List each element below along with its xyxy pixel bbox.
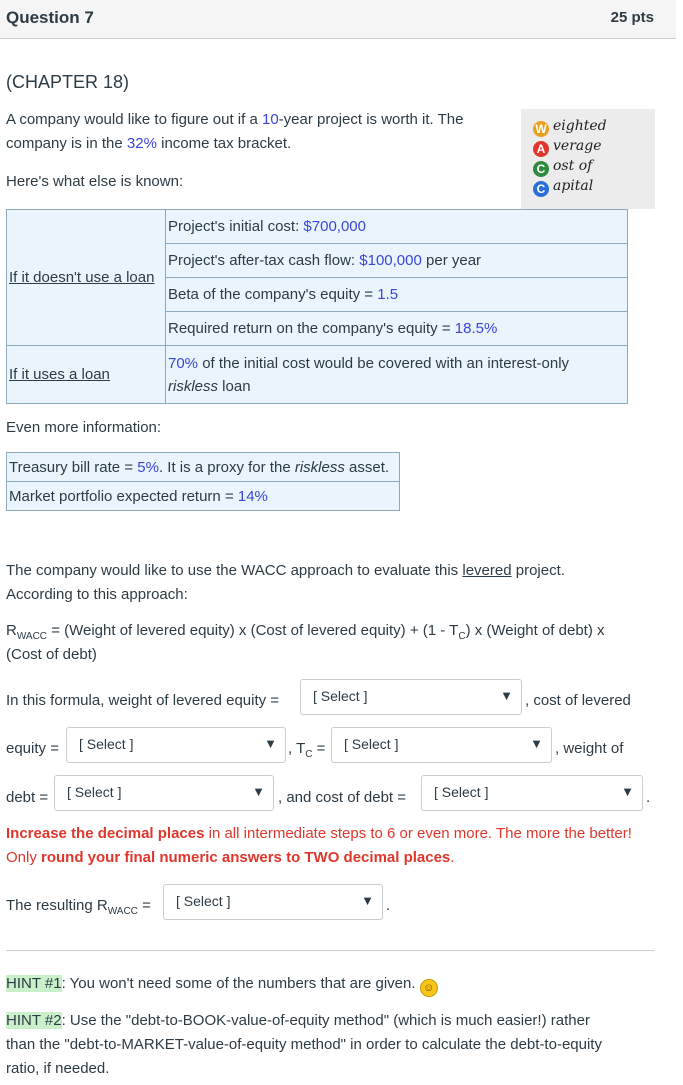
intro-line-1: A company would like to figure out if a 10-year project is worth it. The [6, 111, 464, 128]
initial-cost-cell: Project's initial cost: $700,000 [166, 210, 628, 244]
loan-label: If it uses a loan [7, 346, 166, 404]
c-circle-icon: C [533, 161, 549, 177]
question-title: Question 7 [6, 8, 94, 27]
approach-line-1: The company would like to use the WACC approach to evaluate this levered project. [6, 562, 565, 579]
a-circle-icon: A [533, 141, 549, 157]
fill-line-3-label: debt = [6, 789, 49, 806]
instruction-line-2: Only round your final numeric answers to TWO decimal places. [6, 849, 455, 866]
required-return-cell: Required return on the company's equity = 18.5% [166, 312, 628, 346]
period: . [646, 789, 651, 806]
separator [6, 950, 654, 951]
fill-line-2-suffix: , weight of [555, 740, 624, 757]
fill-line-1-label: In this formula, weight of levered equity = [6, 692, 280, 709]
intro-line-2: company is in the 32% income tax bracket. [6, 135, 292, 152]
cost-debt-select[interactable]: [ Select ] ▼ [421, 775, 643, 811]
chevron-down-icon: ▼ [500, 688, 513, 703]
no-loan-label: If it doesn't use a loan [7, 210, 166, 346]
weight-debt-select[interactable]: [ Select ] ▼ [54, 775, 274, 811]
hint-2-line-1: HINT #2: Use the "debt-to-BOOK-value-of-equity method" (which is much easier!) rather [6, 1012, 590, 1029]
tbill-cell: Treasury bill rate = 5%. It is a proxy for the riskless asset. [7, 453, 400, 482]
result-label: The resulting $R_{WACC}$ = [6, 897, 151, 917]
tax-rate-select[interactable]: [ Select ] ▼ [331, 727, 552, 763]
weight-levered-equity-select[interactable]: [ Select ] ▼ [300, 679, 522, 715]
project-info-table [6, 209, 628, 404]
fill-line-2-label: equity = [6, 740, 59, 757]
cash-flow-cell: Project's after-tax cash flow: $100,000 per year [166, 244, 628, 278]
cost-debt-label: , and cost of debt = [278, 789, 407, 806]
result-period: . [386, 897, 391, 914]
chevron-down-icon: ▼ [530, 736, 543, 751]
chevron-down-icon: ▼ [264, 736, 277, 751]
fill-line-1-suffix: , cost of levered [525, 692, 631, 709]
approach-line-2: According to this approach: [6, 586, 188, 603]
rwacc-select[interactable]: [ Select ] ▼ [163, 884, 383, 920]
wacc-image: W eighted A verage C ost of C apital [521, 109, 655, 209]
tc-label: , $T_C$ = [288, 740, 326, 760]
formula-line-2: (Cost of debt) [6, 646, 97, 663]
beta-cell: Beta of the company's equity = 1.5 [166, 278, 628, 312]
formula-line-1: $R_{WACC}$ = (Weight of levered equity) x (Cost of levered equity) + $(1 - T_C)$ x (Weight of debt) x [6, 622, 605, 642]
chapter-heading: (CHAPTER 18) [6, 72, 130, 92]
known-text: Here's what else is known: [6, 173, 184, 190]
smiley-icon: ☺ [420, 979, 438, 997]
hint-1: HINT #1: You won't need some of the numbers that are given. ☺ [6, 972, 438, 997]
hint-2-line-3: ratio, if needed. [6, 1060, 110, 1077]
c2-circle-icon: C [533, 181, 549, 197]
loan-info-cell: 70% of the initial cost would be covered with an interest-only riskless loan [166, 346, 628, 404]
question-points: 25 pts [610, 9, 654, 26]
question-header [0, 0, 676, 39]
chevron-down-icon: ▼ [252, 784, 265, 799]
chevron-down-icon: ▼ [621, 784, 634, 799]
market-return-cell: Market portfolio expected return = 14% [7, 482, 400, 511]
chevron-down-icon: ▼ [361, 893, 374, 908]
market-info-table [6, 452, 400, 511]
instruction-line-1: Increase the decimal places in all intermediate steps to 6 or even more. The more the better! [6, 825, 632, 842]
cost-levered-equity-select[interactable]: [ Select ] ▼ [66, 727, 286, 763]
hint-2-line-2: than the "debt-to-MARKET-value-of-equity method" in order to calculate the debt-to-equity [6, 1036, 602, 1053]
more-info-text: Even more information: [6, 419, 162, 436]
w-circle-icon: W [533, 121, 549, 137]
